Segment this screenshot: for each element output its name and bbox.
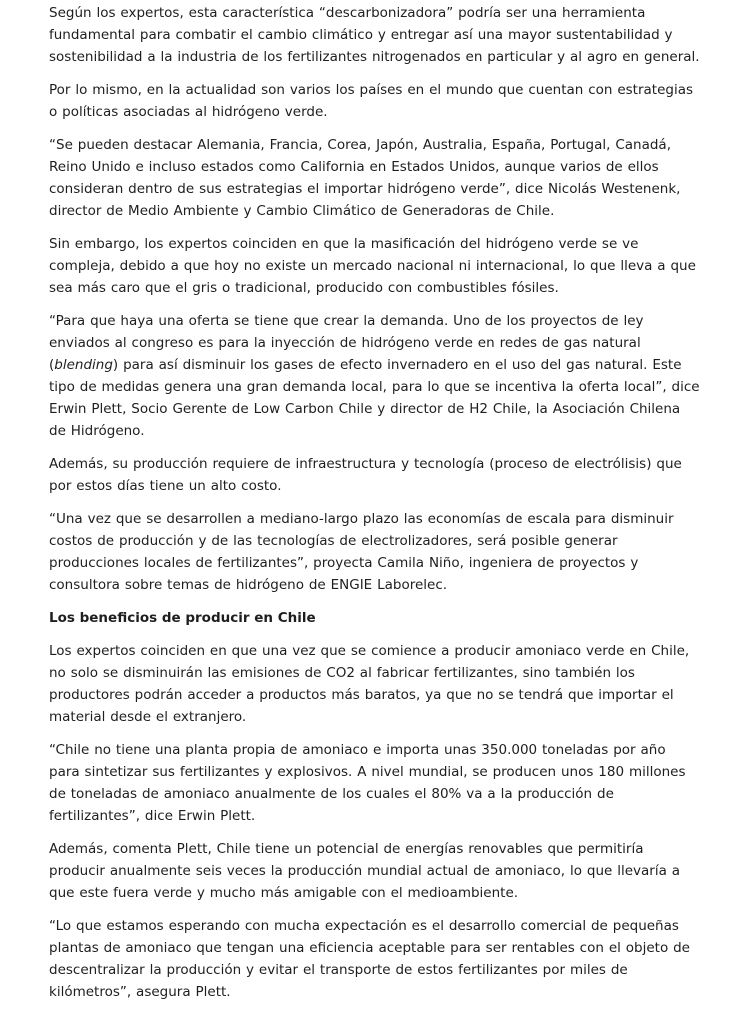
section-heading: Los beneficios de producir en Chile bbox=[49, 610, 316, 626]
paragraph-5-emphasis: blending bbox=[54, 357, 113, 373]
article-body bbox=[49, 2, 701, 1014]
paragraph-9: “Chile no tiene una planta propia de amoniaco e importa unas 350.000 toneladas por año para sintetizar sus fertilizantes y explosivos. A nivel mundial, se producen unos 180 millones de toneladas de amoniaco anualmente de los cuales el 80% va a la producción de fertilizantes”, dice Erwin Plett. bbox=[49, 742, 686, 824]
paragraph-2: Por lo mismo, en la actualidad son varios los países en el mundo que cuentan con estrategias o políticas asociadas al hidrógeno verde. bbox=[49, 82, 694, 120]
paragraph-5-part-a: “Para que haya una oferta se tiene que crear la demanda. Uno de los proyectos de ley enviados al congreso es para la inyección de hidrógeno verde en redes de gas natural ( bbox=[49, 313, 644, 373]
paragraph-4: Sin embargo, los expertos coinciden en que la masificación del hidrógeno verde se ve compleja, debido a que hoy no existe un mercado nacional ni internacional, lo que lleva a que sea más caro que el gris o tradicional, producido con combustibles fósiles. bbox=[49, 236, 696, 296]
paragraph-5-part-b: ) para así disminuir los gases de efecto invernadero en el uso del gas natural. Este tipo de medidas genera una gran demanda local, para lo que se incentiva la oferta local”, dice Erwin Plett, Socio Gerente de Low Carbon Chile y director de H2 Chile, la Asociación Chilena de Hidrógeno. bbox=[49, 357, 700, 439]
paragraph-10: Además, comenta Plett, Chile tiene un potencial de energías renovables que permitiría producir anualmente seis veces la producción mundial actual de amoniaco, lo que llevaría a que este fuera verde y mucho más amigable con el medioambiente. bbox=[49, 841, 681, 901]
paragraph-1: Según los expertos, esta característica “descarbonizadora” podría ser una herramienta fundamental para combatir el cambio climático y entregar así una mayor sustentabilidad y sostenibilidad a la industria de los fertilizantes nitrogenados en particular y al agro en general. bbox=[49, 5, 700, 65]
paragraph-3: “Se pueden destacar Alemania, Francia, Corea, Japón, Australia, España, Portugal, Canadá, Reino Unido e incluso estados como California en Estados Unidos, aunque varios de ellos consideran dentro de sus estrategias el importar hidrógeno verde”, dice Nicolás Westenenk, director de Medio Ambiente y Cambio Climático de Generadoras de Chile. bbox=[49, 137, 681, 219]
paragraph-6: Además, su producción requiere de infraestructura y tecnología (proceso de electrólisis) que por estos días tiene un alto costo. bbox=[49, 456, 682, 494]
paragraph-11: “Lo que estamos esperando con mucha expectación es el desarrollo comercial de pequeñas plantas de amoniaco que tengan una eficiencia aceptable para ser rentables con el objeto de descentralizar la producción y evitar el transporte de estos fertilizantes por miles de kilómetros”, asegura Plett. bbox=[49, 918, 690, 1000]
paragraph-7: “Una vez que se desarrollen a mediano-largo plazo las economías de escala para disminuir costos de producción y de las tecnologías de electrolizadores, será posible generar producciones locales de fertilizantes”, proyecta Camila Niño, ingeniera de proyectos y consultora sobre temas de hidrógeno de ENGIE Laborelec. bbox=[49, 511, 674, 593]
paragraph-5 bbox=[49, 310, 701, 442]
paragraph-8: Los expertos coinciden en que una vez que se comience a producir amoniaco verde en Chile, no solo se disminuirán las emisiones de CO2 al fabricar fertilizantes, sino también los productores podrán acceder a productos más baratos, ya que no se tendrá que importar el material desde el extranjero. bbox=[49, 643, 690, 725]
